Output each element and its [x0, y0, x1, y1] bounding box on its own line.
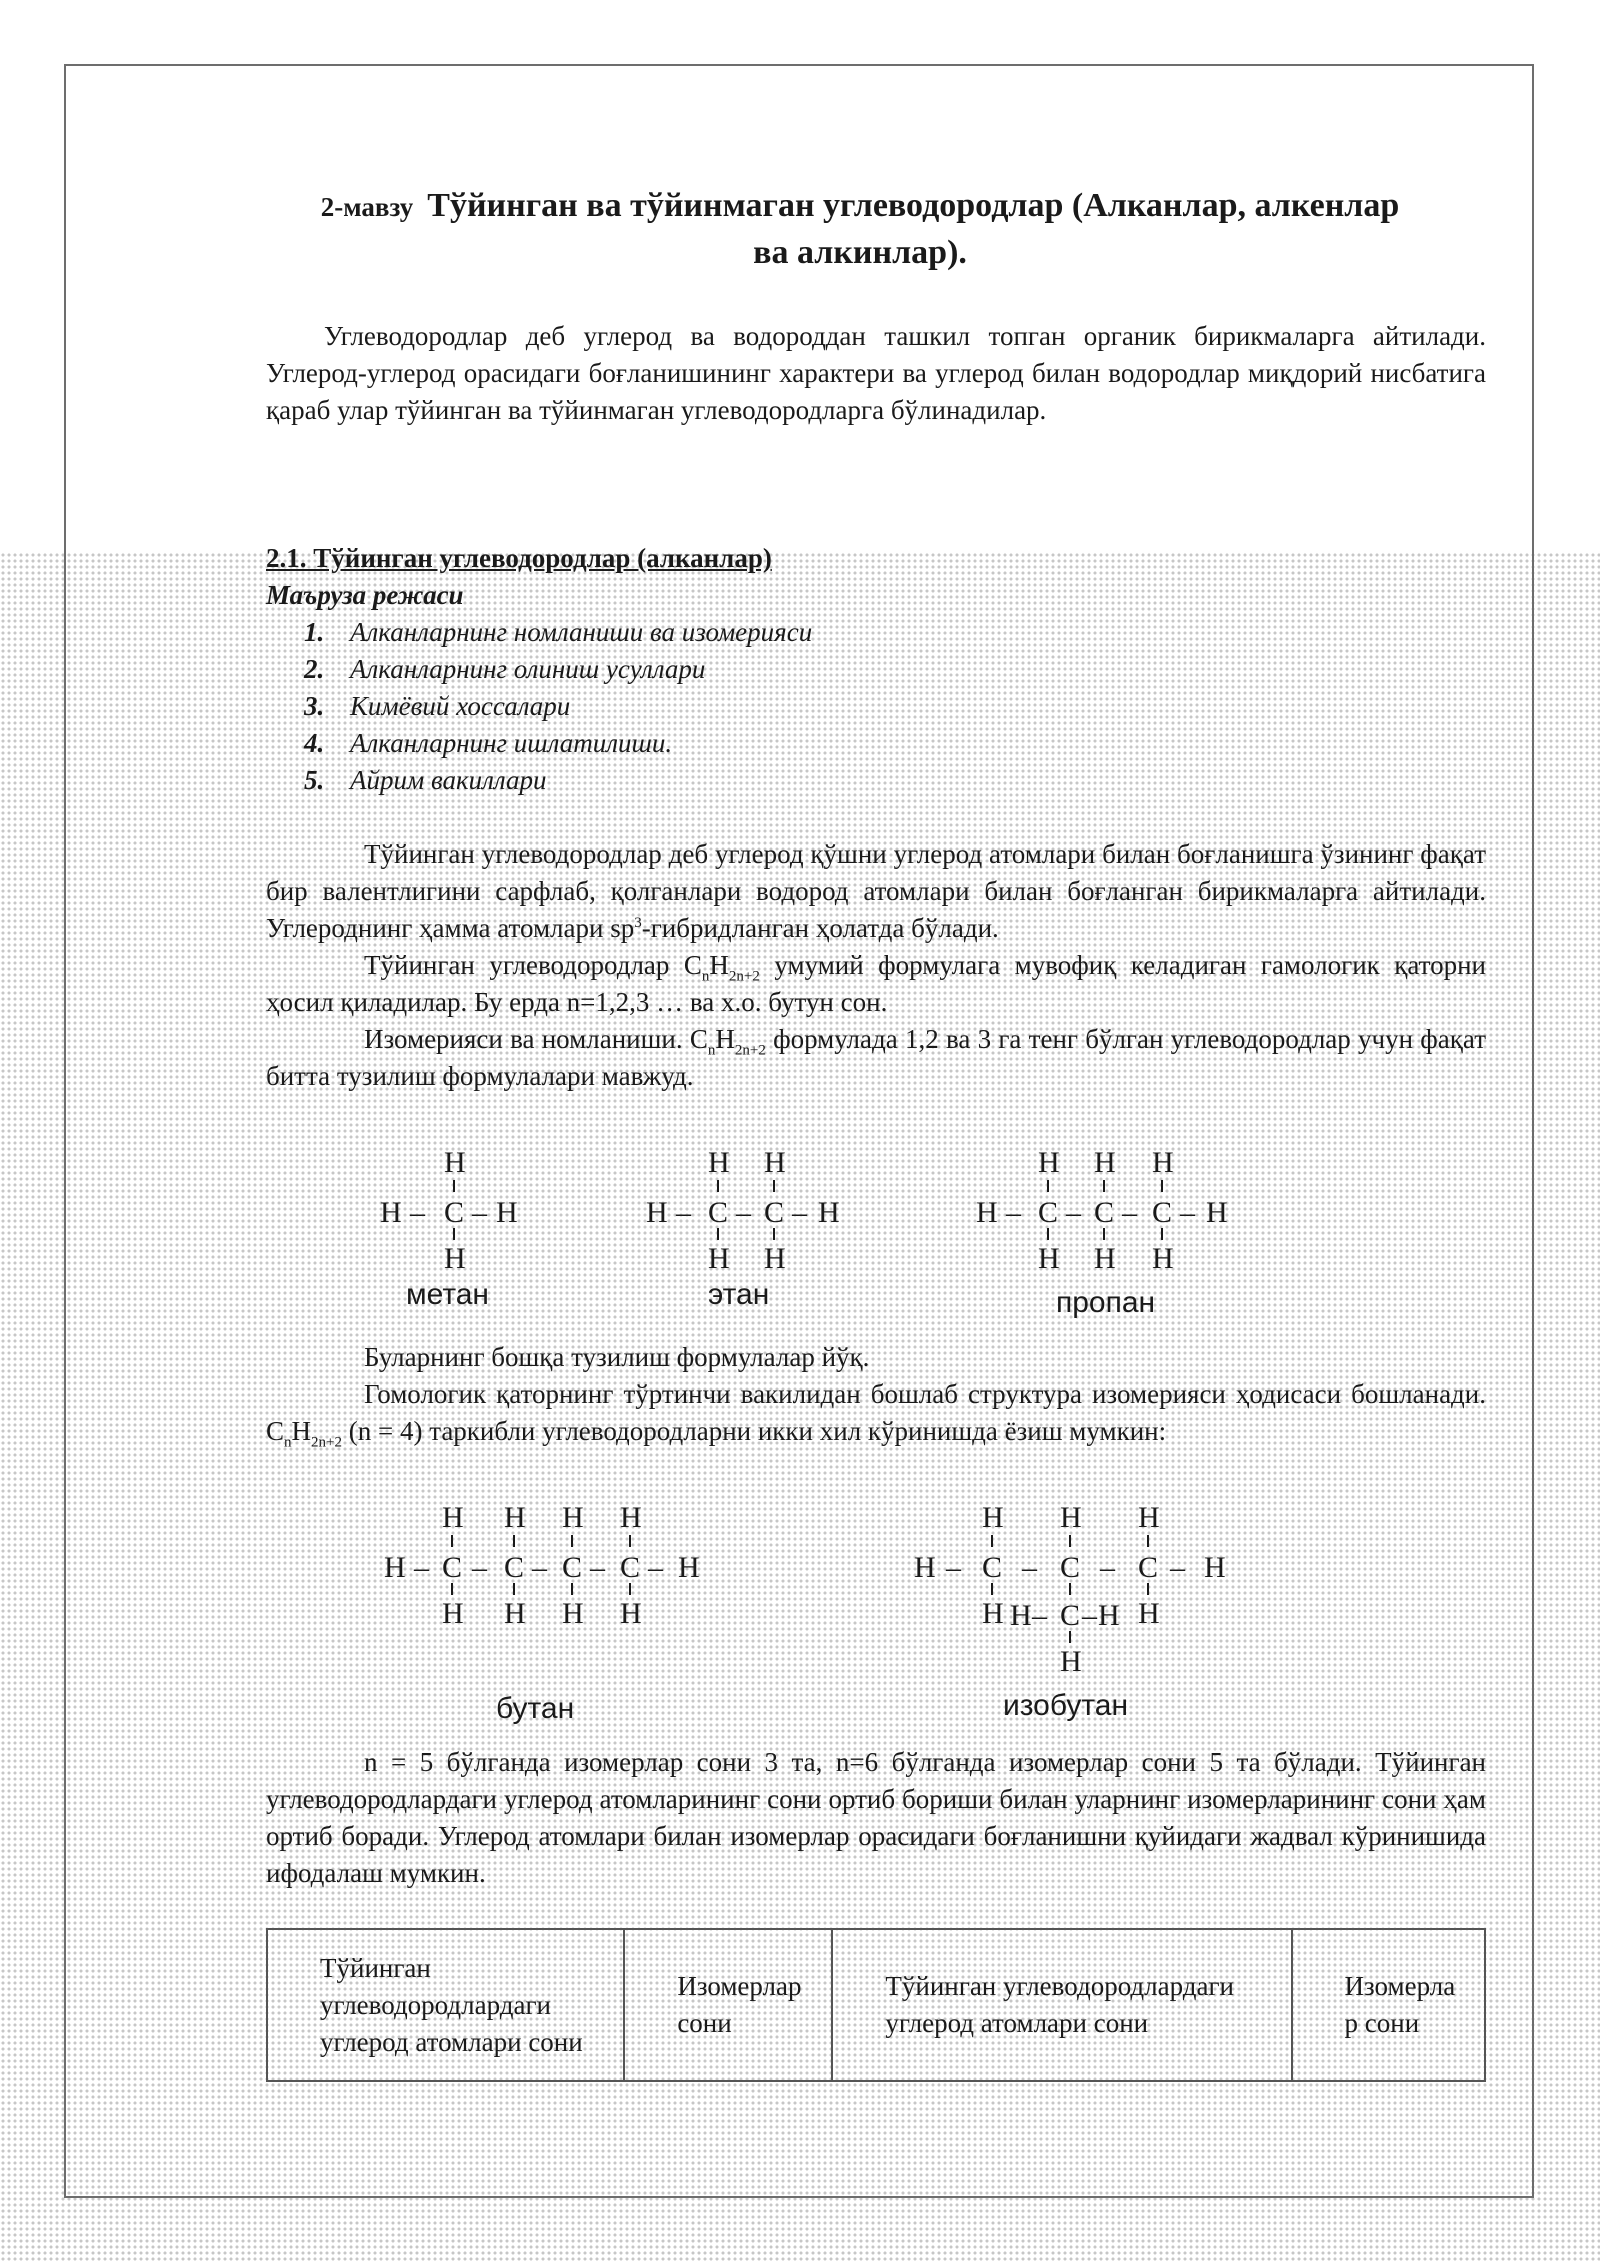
atom: H: [1038, 1242, 1060, 1275]
plan-item-text: Кимёвий хоссалари: [350, 691, 571, 721]
paragraph-text: -гибридланган ҳолатда бўлади.: [641, 913, 999, 943]
bond: –: [1082, 1599, 1097, 1632]
bond: –: [1170, 1551, 1185, 1584]
atom: H: [562, 1597, 584, 1630]
atom: H: [442, 1501, 464, 1534]
saturated-definition-paragraph: [266, 836, 1486, 947]
atom: C: [1138, 1551, 1159, 1584]
bond: –: [472, 1551, 487, 1584]
plan-item-number: 1.: [304, 617, 325, 647]
atom: H: [708, 1146, 730, 1179]
plan-item-text: Алканларнинг ишлатилиши.: [350, 728, 673, 758]
structural-formulas-row-1: [360, 1140, 1280, 1290]
methane-label: метан: [406, 1278, 489, 1311]
atom: C: [1038, 1196, 1059, 1229]
table-header-cell: Изомерлар сони: [624, 1929, 832, 2081]
body-block-3: [266, 1744, 1486, 1892]
atom: C: [1060, 1599, 1081, 1632]
atom: H: [380, 1196, 402, 1229]
atom: H: [1060, 1501, 1082, 1534]
atom: H: [1060, 1645, 1082, 1678]
atom: H: [1152, 1242, 1174, 1275]
atom: H: [1206, 1196, 1228, 1229]
atom: H: [1152, 1146, 1174, 1179]
bond: –: [590, 1551, 605, 1584]
atom: H: [1204, 1551, 1226, 1584]
bond: –: [946, 1551, 961, 1584]
lecture-plan-title: Маъруза режаси: [266, 580, 464, 610]
atom: H: [1038, 1146, 1060, 1179]
bond: –: [1066, 1196, 1081, 1229]
atom: H: [646, 1196, 668, 1229]
bond: –: [1022, 1551, 1037, 1584]
bond: –: [648, 1551, 663, 1584]
isomerism-paragraph: [266, 1021, 1486, 1095]
atom: H: [1094, 1242, 1116, 1275]
table-header-cell: Тўйинган углеводородлардаги углерод атомлари сони: [832, 1929, 1291, 2081]
atom: H: [1094, 1146, 1116, 1179]
atom: C: [444, 1196, 465, 1229]
page-title: [240, 183, 1480, 276]
atom: H: [982, 1597, 1004, 1630]
paragraph-text: H: [291, 1416, 312, 1446]
plan-item: [266, 688, 1486, 725]
paragraph-text: H: [709, 950, 729, 980]
structural-formulas-row-2: [370, 1495, 1250, 1695]
isobutane-formula: [914, 1501, 1226, 1678]
atom: H: [496, 1196, 518, 1229]
subscript: n: [701, 968, 710, 985]
atom: H: [914, 1551, 936, 1584]
atom: C: [982, 1551, 1003, 1584]
paragraph-text: Тўйинган углеводородлар C: [364, 950, 702, 980]
atom: H: [620, 1597, 642, 1630]
atom: H: [504, 1501, 526, 1534]
atom: H: [764, 1146, 786, 1179]
paragraph-text: Гомологик қаторнинг тўртинчи вакилидан бошлаб структура изомерияси ҳодисаси бошланади. C: [266, 1379, 1486, 1446]
body-block-2: [266, 1339, 1486, 1450]
atom: H: [444, 1146, 466, 1179]
plan-item: [266, 651, 1486, 688]
section-heading: 2.1. Тўйинган углеводородлар (алканлар): [266, 543, 772, 573]
table-header-cell: Тўйинган углеводородлардаги углерод атомлари сони: [267, 1929, 624, 2081]
subscript: n: [707, 1042, 716, 1059]
bond: –: [472, 1196, 487, 1229]
atom: H: [982, 1501, 1004, 1534]
plan-item: [266, 762, 1486, 799]
paragraph-text: формулада 1,2 ва 3 га тенг бўлган углеводородлар учун фақат битта тузилиш формулалари мавжуд.: [266, 1024, 1486, 1091]
paragraph-text: умумий формулага мувофиқ келадиган гамологик қаторни ҳосил қиладилар. Бу ерда n=1,2,3 … ва х.о. бутун сон.: [266, 950, 1486, 1017]
plan-item-number: 2.: [304, 654, 325, 684]
topic-number: 2-мавзу: [320, 192, 414, 222]
table-header-cell: Изомерла р сони: [1292, 1929, 1485, 2081]
atom: H: [444, 1242, 466, 1275]
plan-item-text: Айрим вакиллари: [350, 765, 547, 795]
atom: H: [620, 1501, 642, 1534]
plan-item: [266, 725, 1486, 762]
ethane-label: этан: [708, 1278, 770, 1311]
atom: C: [1060, 1551, 1081, 1584]
subscript: 2n+2: [311, 1434, 342, 1451]
bond: –: [1032, 1599, 1047, 1632]
bond: –: [532, 1551, 547, 1584]
atom: C: [764, 1196, 785, 1229]
atom: C: [708, 1196, 729, 1229]
paragraph-text: Тўйинган углеводородлар деб углерод қўшни углерод атомлари билан боғланишга ўзининг фақат бир валентлигини сарфлаб, қолганлари водород атомлари билан боғланган бирикмаларга айтилади. Углероднинг ҳамма атомлари sp: [266, 839, 1486, 943]
paragraph-text: H: [715, 1024, 735, 1054]
atom: H: [818, 1196, 840, 1229]
atom: C: [504, 1551, 525, 1584]
plan-item-number: 5.: [304, 765, 325, 795]
atom: H: [1098, 1599, 1120, 1632]
ethane-formula: [646, 1146, 840, 1275]
subscript: 2n+2: [734, 1042, 766, 1059]
bond: –: [1122, 1196, 1137, 1229]
general-formula-paragraph: [266, 947, 1486, 1021]
butane-label: бутан: [496, 1692, 575, 1725]
atom: H: [976, 1196, 998, 1229]
atom: H: [384, 1551, 406, 1584]
bond: –: [1100, 1551, 1115, 1584]
butane-formula: [384, 1501, 700, 1630]
atom: C: [1152, 1196, 1173, 1229]
lecture-plan-list: [266, 614, 1486, 799]
atom: H: [562, 1501, 584, 1534]
atom: C: [442, 1551, 463, 1584]
subscript: 2n+2: [728, 968, 760, 985]
propane-label: пропан: [1056, 1286, 1156, 1319]
atom: C: [562, 1551, 583, 1584]
bond: –: [792, 1196, 807, 1229]
atom: C: [620, 1551, 641, 1584]
plan-item-text: Алканларнинг номланиши ва изомерияси: [350, 617, 813, 647]
atom: C: [1094, 1196, 1115, 1229]
subscript: n: [284, 1434, 292, 1451]
atom: H: [678, 1551, 700, 1584]
methane-formula: [380, 1146, 518, 1275]
bond: –: [1006, 1196, 1021, 1229]
atom: H: [1138, 1597, 1160, 1630]
isobutane-label: изобутан: [1003, 1689, 1129, 1722]
body-block-1: [266, 836, 1486, 1095]
bond: –: [736, 1196, 751, 1229]
paragraph-text: Изомерияси ва номланиши. C: [364, 1024, 708, 1054]
paragraph-text: (n = 4) таркибли углеводородларни икки хил кўринишда ёзиш мумкин:: [341, 1416, 1167, 1446]
intro-block: [266, 318, 1486, 429]
plan-item: [266, 614, 1486, 651]
bond: –: [410, 1196, 425, 1229]
table-header-row: [267, 1929, 1485, 2081]
atom: H: [708, 1242, 730, 1275]
intro-paragraph: Углеводородлар деб углерод ва водороддан ташкил топган органик бирикмаларга айтилади. Углерод-углерод орасидаги боғланишининг характери ва углерод билан водородлар миқдорий нисбатига қараб улар тўйинган ва тўйинмаган углеводородларга бўлинадилар.: [266, 321, 1486, 425]
isomer-count-paragraph: n = 5 бўлганда изомерлар сони 3 та, n=6 бўлганда изомерлар сони 5 та бўлади. Тўйинган углеводородлардаги углерод атомларининг сони ортиб бориши билан уларнинг изомерларининг сони ҳам ортиб боради. Углерод атомлари билан изомерлар орасидаги боғланишни қуйидаги жадвал кўринишида ифодалаш мумкин.: [266, 1747, 1486, 1888]
title-line-1: Тўйинган ва тўйинмаган углеводородлар (Алканлар, алкенлар: [427, 187, 1400, 224]
structural-isomerism-paragraph: [266, 1376, 1486, 1450]
atom: H: [1010, 1599, 1032, 1632]
atom: H: [764, 1242, 786, 1275]
title-line-2: ва алкинлар).: [753, 234, 967, 271]
bond: –: [1180, 1196, 1195, 1229]
propane-formula: [976, 1146, 1228, 1275]
atom: H: [1138, 1501, 1160, 1534]
plan-item-text: Алканларнинг олиниш усуллари: [350, 654, 706, 684]
no-other-formulas-paragraph: Буларнинг бошқа тузилиш формулалар йўқ.: [364, 1342, 870, 1372]
atom: H: [504, 1597, 526, 1630]
section-block: [266, 540, 1486, 799]
bond: –: [676, 1196, 691, 1229]
isomer-table: [266, 1928, 1486, 2082]
plan-item-number: 3.: [304, 691, 325, 721]
atom: H: [442, 1597, 464, 1630]
superscript: 3: [634, 915, 642, 931]
bond: –: [414, 1551, 429, 1584]
plan-item-number: 4.: [304, 728, 325, 758]
